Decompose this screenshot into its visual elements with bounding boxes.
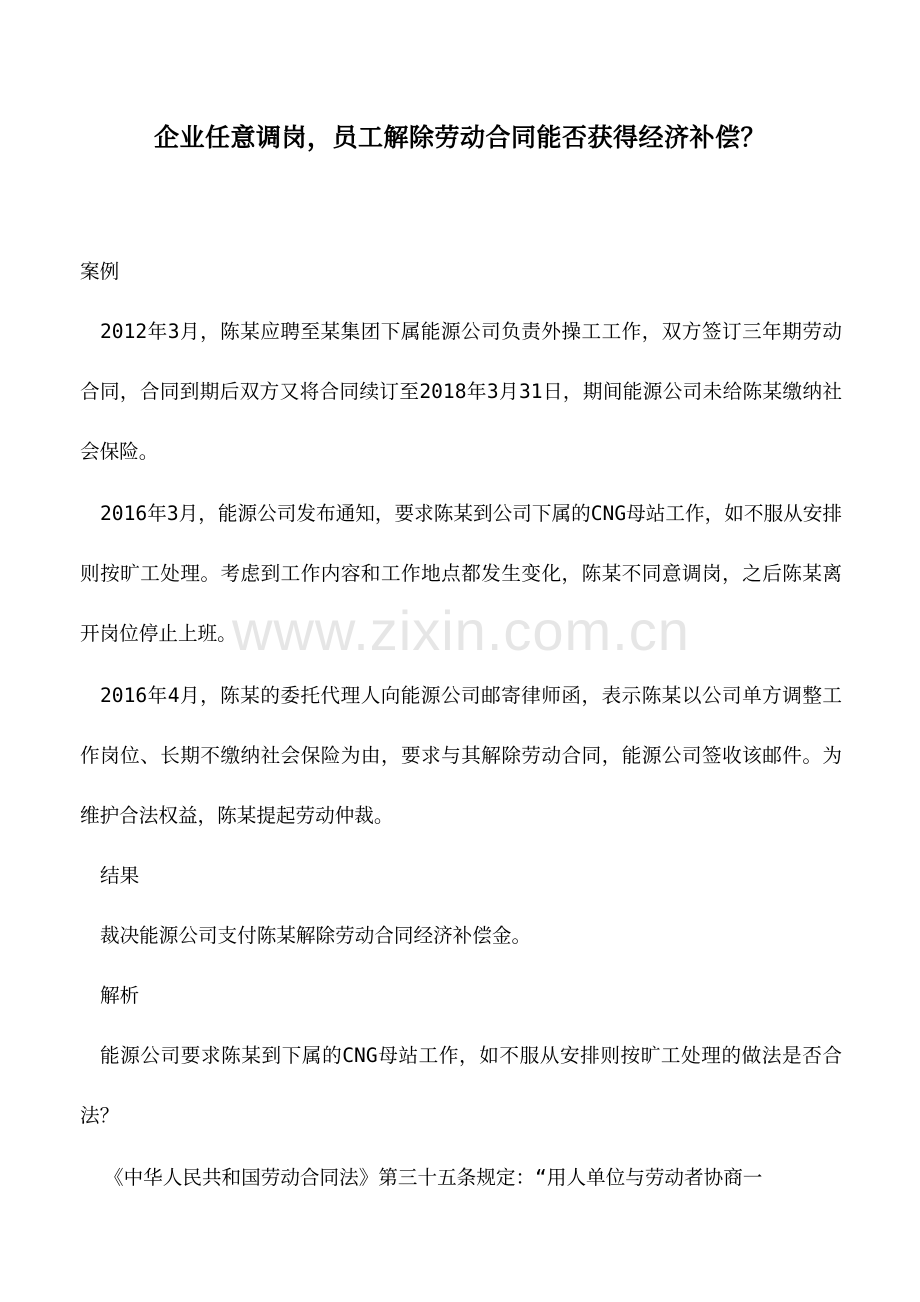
case-paragraph-2: 2016年3月，能源公司发布通知，要求陈某到公司下属的CNG母站工作，如不服从安排则按旷工处理。考虑到工作内容和工作地点都发生变化，陈某不同意调岗，之后陈某离开岗位停止上班。 [80, 502, 842, 645]
case-paragraph-3: 2016年4月，陈某的委托代理人向能源公司邮寄律师函，表示陈某以公司单方调整工作岗位、长期不缴纳社会保险为由，要求与其解除劳动合同，能源公司签收该邮件。为维护合法权益，陈某提起劳动仲裁。 [80, 684, 842, 827]
watermark: www.zixin.com.cn [232, 599, 690, 662]
result-heading: 结果 [100, 864, 140, 887]
case-paragraph-1: 2012年3月，陈某应聘至某集团下属能源公司负责外操工工作，双方签订三年期劳动合同，合同到期后双方又将合同续订至2018年3月31日，期间能源公司未给陈某缴纳社会保险。 [80, 320, 842, 463]
case-heading: 案例 [80, 260, 120, 283]
document-title: 企业任意调岗，员工解除劳动合同能否获得经济补偿？ [153, 123, 766, 152]
analysis-heading: 解析 [100, 984, 140, 1007]
analysis-paragraph-2: 《中华人民共和国劳动合同法》第三十五条规定：“用人单位与劳动者协商一 [104, 1166, 763, 1189]
result-paragraph: 裁决能源公司支付陈某解除劳动合同经济补偿金。 [100, 924, 532, 947]
analysis-paragraph-1: 能源公司要求陈某到下属的CNG母站工作，如不服从安排则按旷工处理的做法是否合法？ [80, 1044, 842, 1127]
